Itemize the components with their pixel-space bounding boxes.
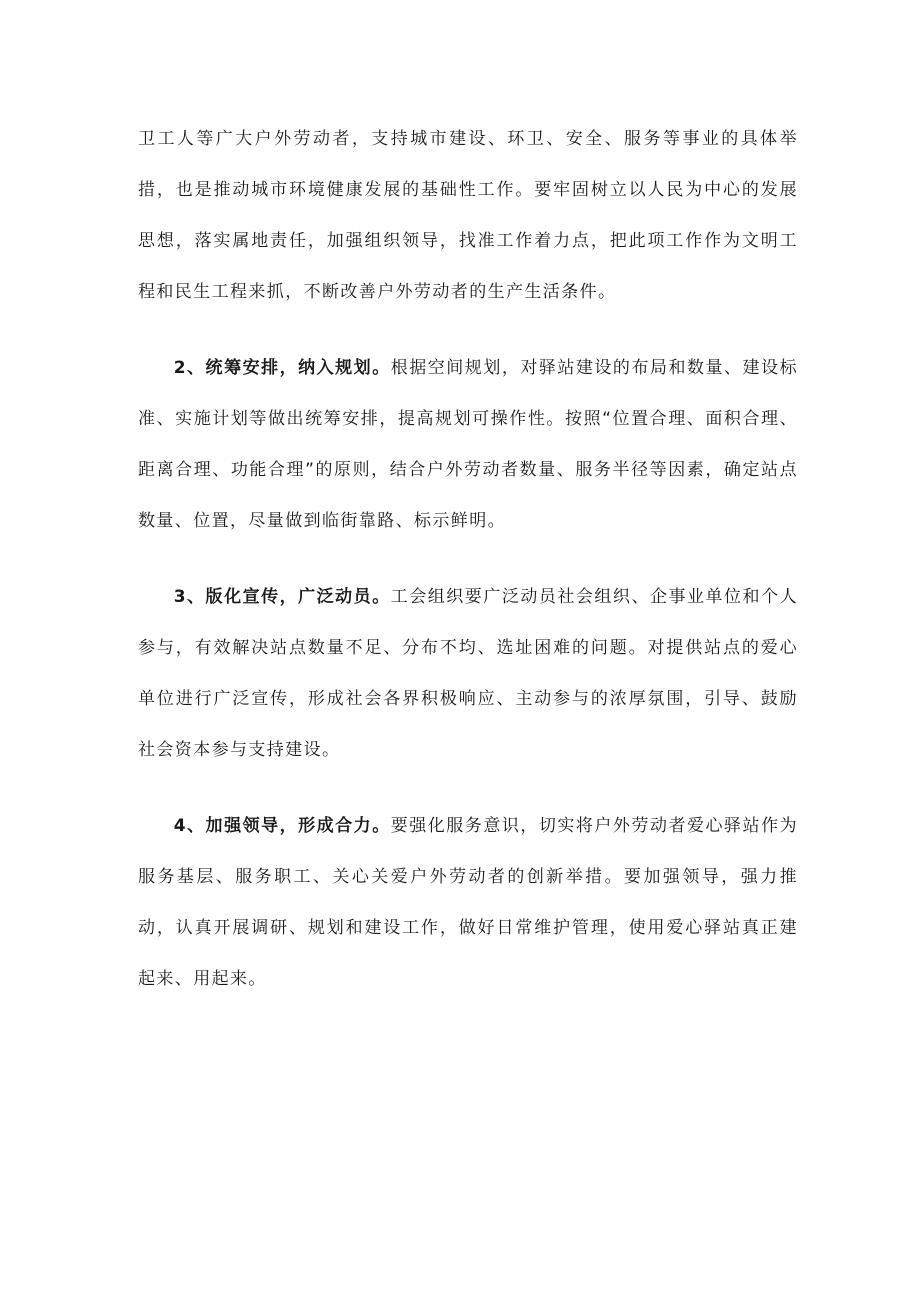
paragraph-body: 工会组织要广泛动员社会组织、企事业单位和个人参与，有效解决站点数量不足、分布不均、选址困难的问题。对提供站点的爱心单位进行广泛宣传，形成社会各界积极响应、主动参与的浓厚氛围，引导、鼓励社会资本参与支持建设。 xyxy=(138,587,798,760)
paragraph-item-3 xyxy=(138,572,798,776)
document-page xyxy=(138,114,798,1005)
paragraph-body: 要强化服务意识，切实将户外劳动者爱心驿站作为服务基层、服务职工、关心关爱户外劳动者的创新举措。要加强领导，强力推动，认真开展调研、规划和建设工作，做好日常维护管理，使用爱心驿站真正建起来、用起来。 xyxy=(138,816,798,989)
paragraph-heading: 2、统筹安排，纳入规划。 xyxy=(173,358,391,378)
paragraph-body: 根据空间规划，对驿站建设的布局和数量、建设标准、实施计划等做出统筹安排，提高规划可操作性。按照“位置合理、面积合理、距离合理、功能合理”的原则，结合户外劳动者数量、服务半径等因素，确定站点数量、位置，尽量做到临街靠路、标示鲜明。 xyxy=(138,358,798,531)
paragraph-item-4 xyxy=(138,801,798,1005)
paragraph-heading: 3、版化宣传，广泛动员。 xyxy=(173,587,391,607)
paragraph-body: 卫工人等广大户外劳动者，支持城市建设、环卫、安全、服务等事业的具体举措，也是推动城市环境健康发展的基础性工作。要牢固树立以人民为中心的发展思想，落实属地责任，加强组织领导，找准工作着力点，把此项工作作为文明工程和民生工程来抓，不断改善户外劳动者的生产生活条件。 xyxy=(138,129,798,302)
paragraph-intro-continued xyxy=(138,114,798,318)
paragraph-item-2 xyxy=(138,343,798,547)
paragraph-heading: 4、加强领导，形成合力。 xyxy=(173,816,391,836)
